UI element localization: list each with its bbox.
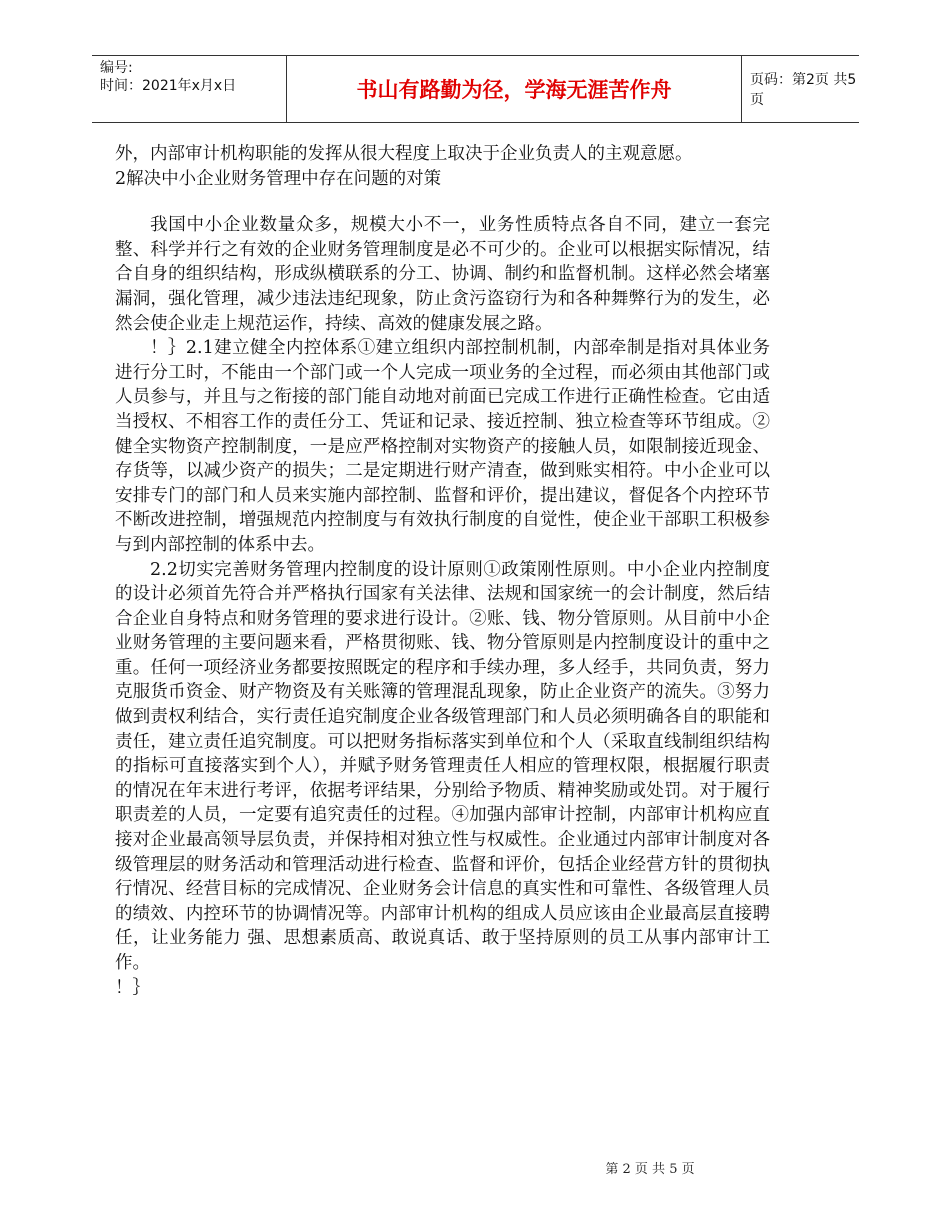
header-meta bbox=[100, 59, 290, 95]
paragraph-continuation: 外，内部审计机构职能的发挥从很大程度上取决于企业负责人的主观意愿。 bbox=[115, 144, 693, 164]
paragraph-trailing-marks: ！｝ bbox=[115, 977, 150, 998]
header-page-number: 页码：第2页 共5页 bbox=[750, 72, 857, 108]
document-body bbox=[115, 142, 770, 1000]
paragraph-2-2: 2.2切实完善财务管理内控制度的设计原则①政策刚性原则。中小企业内控制度的设计必须首先符合并严格执行国家有关法律、法规和国家统一的会计制度，然后结合企业自身特点和财务管理的要求进行设计。②账、钱、物分管原则。从目前中小企业财务管理的主要问题来看，严格贯彻账、钱、物分管原则是内控制度设计的重中之重。任何一项经济业务都要按照既定的程序和手续办理，多人经手，共同负责，努力克服货币资金、财产物资及有关账簿的管理混乱现象，防止企业资产的流失。③努力做到责权利结合，实行责任追究制度企业各级管理部门和人员必须明确各自的职能和责任，建立责任追究制度。可以把财务指标落实到单位和个人（采取直线制组织结构的指标可直接落实到个人），并赋予财务管理责任人相应的管理权限，根据履行职责的情况在年末进行考评，依据考评结果，分别给予物质、精神奖励或处罚。对于履行职责差的人员，一定要有追究责任的过程。④加强内部审计控制，内部审计机构应直接对企业最高领导层负责，并保持相对独立性与权威性。企业通过内部审计制度对各级管理层的财务活动和管理活动进行检查、监督和评价，包括企业经营方针的贯彻执行情况、经营目标的完成情况、企业财务会计信息的真实性和可靠性、各级管理人员的绩效、内控环节的协调情况等。内部审计机构的组成人员应该由企业最高层直接聘任，让业务能力 强、思想素质高、敢说真话、敢于坚持原则的员工从事内部审计工作。 bbox=[115, 559, 770, 973]
paragraph-spacer bbox=[115, 191, 770, 213]
section-heading: 2解决中小企业财务管理中存在问题的对策 bbox=[115, 168, 442, 189]
paragraph-2-1: ！｝2.1建立健全内控体系①建立组织内部控制机制，内部牵制是指对具体业务进行分工时，不能由一个部门或一个人完成一项业务的全过程，而必须由其他部门或人员参与，并且与之衔接的部门能自动地对前面已完成工作进行正确性检查。它由适当授权、不相容工作的责任分工、凭证和记录、接近控制、独立检查等环节组成。②健全实物资产控制制度，一是应严格控制对实物资产的接触人员，如限制接近现金、存货等，以减少资产的损失；二是定期进行财产清查，做到账实相符。中小企业可以安排专门的部门和人员来实施内部控制、监督和评价，提出建议，督促各个内控环节不断改进控制，增强规范内控制度与有效执行制度的自觉性，使企业干部职工积极参与到内部控制的体系中去。 bbox=[115, 338, 770, 555]
page-footer: 第 2 页 共 5 页 bbox=[605, 1162, 695, 1177]
document-date: 时间：2021年x月x日 bbox=[100, 78, 237, 94]
document-number-label: 编号: bbox=[100, 60, 133, 76]
paragraph-intro: 我国中小企业数量众多，规模大小不一，业务性质特点各自不同，建立一套完整、科学并行之有效的企业财务管理制度是必不可少的。企业可以根据实际情况，结合自身的组织结构，形成纵横联系的分工、协调、制约和监督机制。这样必然会堵塞漏洞，强化管理，减少违法违纪现象，防止贪污盗窃行为和各种舞弊行为的发生，必然会使企业走上规范运作，持续、高效的健康发展之路。 bbox=[115, 215, 770, 334]
page-header bbox=[92, 55, 859, 123]
header-motto: 书山有路勤为径，学海无涯苦作舟 bbox=[286, 56, 742, 122]
